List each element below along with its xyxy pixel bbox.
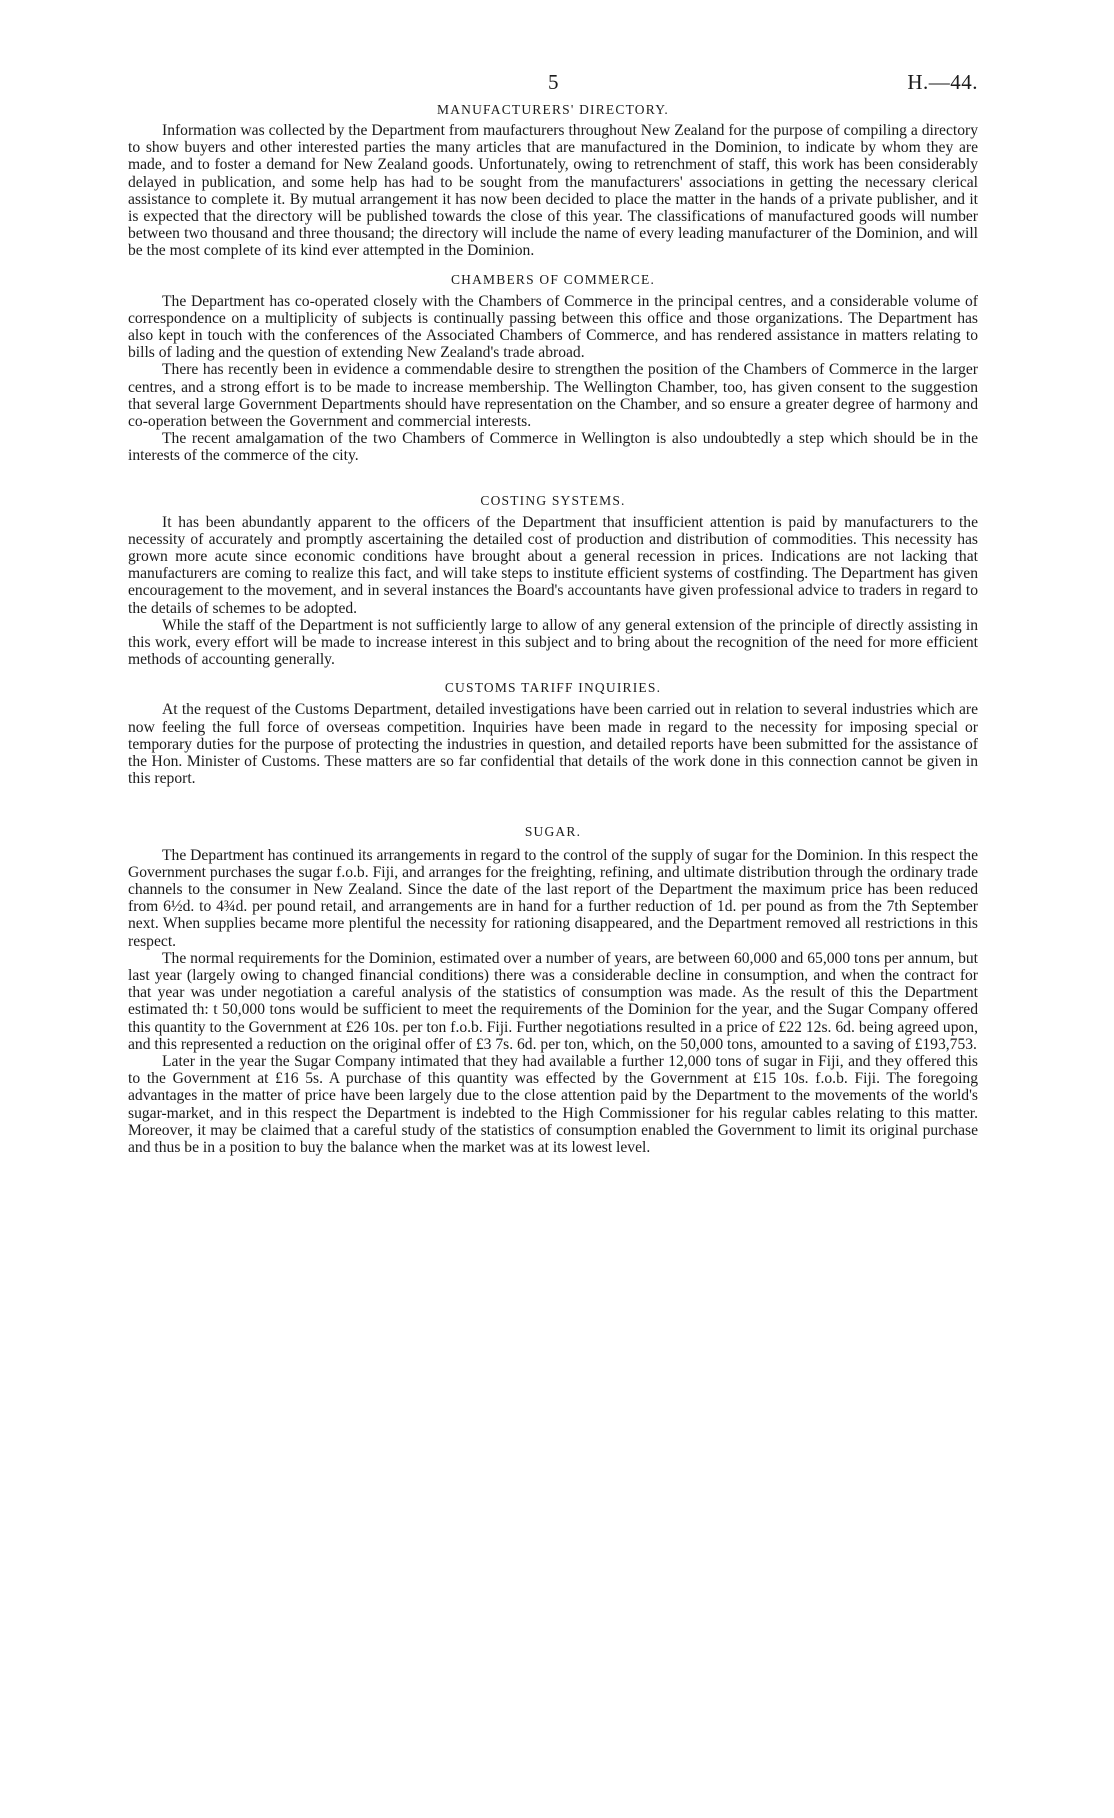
section-chambers-of-commerce — [128, 272, 978, 465]
section-heading: CHAMBERS OF COMMERCE. — [450, 271, 656, 287]
paragraph: Later in the year the Sugar Company intimated that they had available a further 12,000 tons of sugar in Fiji, and they offered this to the Government at £16 5s. A purchase of this quantity was effected by the Government at £15 10s. f.o.b. Fiji. The foregoing advantages in the matter of price have been largely due to the close attention paid by the Department to the movements of the world's sugar-market, and in this respect the Department is indebted to the High Commissioner for his regular cables relating to this matter. Moreover, it may be claimed that a careful study of the statistics of consumption enabled the Government to limit its original purchase and thus be in a position to buy the balance when the market was at its lowest level. — [128, 1052, 978, 1156]
paragraph: It has been abundantly apparent to the officers of the Department that insufficient attention is paid by manufacturers to the necessity of accurately and promptly ascertaining the detailed cost of production and distribution of commodities. This necessity has grown more acute since economic conditions have brought about a general recession in prices. Indications are not lacking that manufacturers are coming to realize this fact, and will take steps to institute efficient systems of costfinding. The Department has given encouragement to the movement, and in several instances the Board's accountants have given professional advice to traders in regard to the details of schemes to be adopted. — [128, 513, 978, 617]
section-costing-systems — [128, 493, 978, 669]
page-number: 5 — [548, 70, 559, 94]
paragraph: The Department has continued its arrangements in regard to the control of the supply of sugar for the Dominion. In this respect the Government purchases the sugar f.o.b. Fiji, and arranges for the freighting, refining, and ultimate distribution through the ordinary trade channels to the consumer in New Zealand. Since the date of the last report of the Department the maximum price has been reduced from 6½d. to 4¾d. per pound retail, and arrangements are in hand for a further reduction of 1d. per pound as from the 7th September next. When supplies became more plentiful the necessity for rationing disappeared, and the Department removed all restrictions in this respect. — [128, 846, 978, 950]
paragraph: At the request of the Customs Department, detailed investigations have been carried out in relation to several industries which are now feeling the full force of overseas competition. Inquiries have been made in regard to the necessity for imposing special or temporary duties for the purpose of protecting the industries in question, and detailed reports have been submitted for the assistance of the Hon. Minister of Customs. These matters are so far confidential that details of the work done in this connection cannot be given in this report. — [128, 701, 978, 788]
document-reference: H.—44. — [907, 70, 978, 94]
paragraph: There has recently been in evidence a commendable desire to strengthen the position of the Chambers of Commerce in the larger centres, and a strong effort is to be made to increase membership. The Wellington Chamber, too, has given consent to the suggestion that several large Government Departments should have representation on the Chamber, and so ensure a greater degree of harmony and co-operation between the Government and commercial interests. — [128, 361, 978, 431]
section-manufacturers-directory — [128, 102, 978, 260]
section-heading: MANUFACTURERS' DIRECTORY. — [437, 102, 669, 117]
paragraph: While the staff of the Department is not sufficiently large to allow of any general extension of the principle of directly assisting in this work, every effort will be made to increase interest in this subject and to bring about the recognition of the need for more efficient methods of accounting generally. — [128, 616, 978, 669]
section-heading: CUSTOMS TARIFF INQUIRIES. — [444, 680, 662, 696]
paragraph: The recent amalgamation of the two Chambers of Commerce in Wellington is also undoubtedly a step which should be in the interests of the commerce of the city. — [128, 430, 978, 465]
paragraph: The normal requirements for the Dominion, estimated over a number of years, are between 60,000 and 65,000 tons per annum, but last year (largely owing to changed financial conditions) there was a considerable decline in consumption, and when the contract for that year was under negotiation a careful analysis of the statistics of consumption was made. As the result of this the Department estimated th: t 50,000 tons would be sufficient to meet the requirements of the Dominion for the year, and the Sugar Company offered this quantity to the Government at £26 10s. per ton f.o.b. Fiji. Further negotiations resulted in a price of £22 12s. 6d. being agreed upon, and this represented a reduction on the original offer of £3 7s. 6d. per ton, which, on the 50,000 tons, amounted to a saving of £193,753. — [128, 949, 978, 1053]
paragraph: The Department has co-operated closely with the Chambers of Commerce in the principal centres, and a considerable volume of correspondence on a multiplicity of subjects is continually passing between this office and those organizations. The Department has also kept in touch with the conferences of the Associated Chambers of Commerce, and has rendered assistance in matters relating to bills of lading and the question of extending New Zealand's trade abroad. — [128, 292, 978, 362]
document-page — [128, 70, 978, 1156]
page-header — [128, 70, 978, 100]
section-sugar — [128, 824, 978, 1157]
paragraph: Information was collected by the Department from maufacturers throughout New Zealand for the purpose of compiling a directory to show buyers and other interested parties the many articles that are manufactured in the Dominion, to indicate by whom they are made, and to foster a demand for New Zealand goods. Unfortunately, owing to retrenchment of staff, this work has been considerably delayed in publication, and some help has had to be sought from the manufacturers' associations in getting the necessary clerical assistance to complete it. By mutual arrangement it has now been decided to place the matter in the hands of a private publisher, and it is expected that the directory will be published towards the close of this year. The classifications of manufactured goods will number between two thousand and three thousand; the directory will include the name of every leading manufacturer of the Dominion, and will be the most complete of its kind ever attempted in the Dominion. — [128, 122, 978, 260]
section-heading: SUGAR. — [524, 823, 582, 839]
section-customs-tariff-inquiries — [128, 680, 978, 787]
section-heading: COSTING SYSTEMS. — [480, 492, 626, 508]
